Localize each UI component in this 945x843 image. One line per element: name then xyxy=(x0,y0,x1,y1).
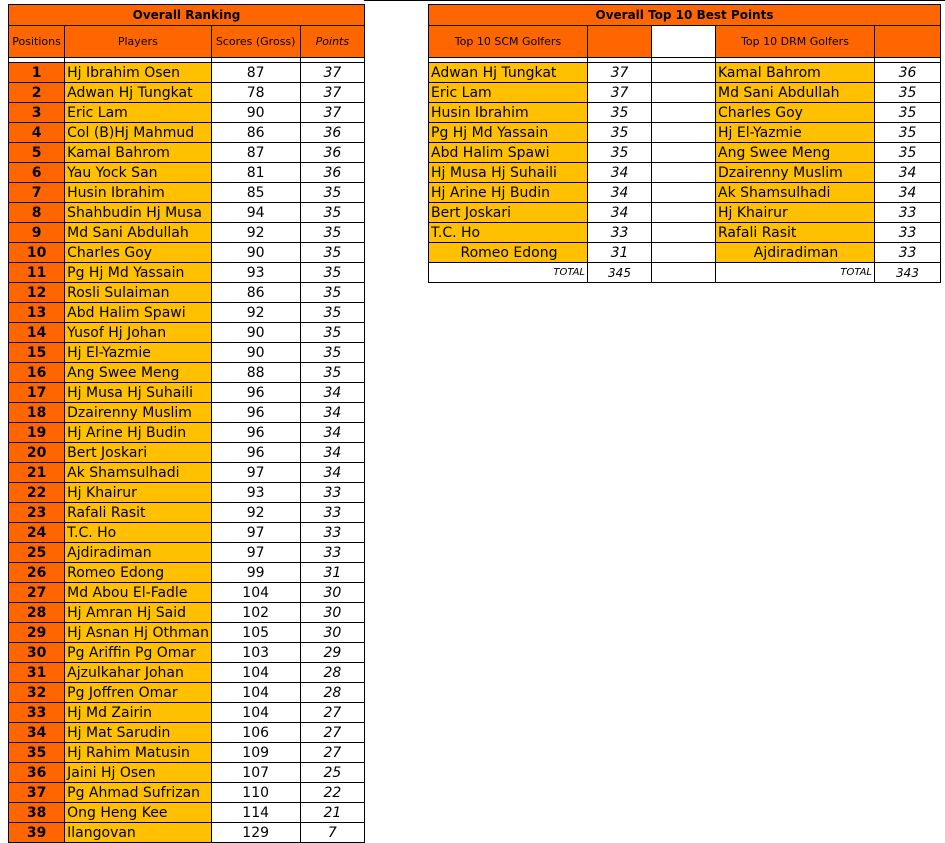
player-name-cell: Hj Asnan Hj Othman xyxy=(65,623,211,643)
score-cell: 94 xyxy=(211,203,300,223)
drm-golfer-name-cell: Ajdiradiman xyxy=(716,243,875,263)
position-cell: 12 xyxy=(9,283,65,303)
score-cell: 86 xyxy=(211,123,300,143)
table-row xyxy=(429,163,941,183)
drm-points-cell: 33 xyxy=(875,203,941,223)
scm-golfer-name-cell: Husin Ibrahim xyxy=(429,103,588,123)
player-name-cell: Pg Hj Md Yassain xyxy=(65,263,211,283)
table-row xyxy=(9,323,365,343)
player-name-cell: Yusof Hj Johan xyxy=(65,323,211,343)
drm-golfer-name-cell: Rafali Rasit xyxy=(716,223,875,243)
drm-points-cell: 34 xyxy=(875,183,941,203)
points-cell: 33 xyxy=(300,483,364,503)
points-cell: 37 xyxy=(300,83,364,103)
player-name-cell: Kamal Bahrom xyxy=(65,143,211,163)
score-cell: 87 xyxy=(211,143,300,163)
table-row xyxy=(9,543,365,563)
points-cell: 34 xyxy=(300,403,364,423)
points-cell: 35 xyxy=(300,283,364,303)
table-row xyxy=(9,383,365,403)
position-cell: 9 xyxy=(9,223,65,243)
drm-golfer-name-cell: Ak Shamsulhadi xyxy=(716,183,875,203)
drm-points-cell: 34 xyxy=(875,163,941,183)
ranking-title: Overall Ranking xyxy=(9,5,365,26)
points-cell: 33 xyxy=(300,543,364,563)
scm-golfer-name-cell: Adwan Hj Tungkat xyxy=(429,63,588,83)
scm-points-cell: 35 xyxy=(588,123,652,143)
top-border-line xyxy=(364,0,945,1)
points-cell: 35 xyxy=(300,363,364,383)
table-row xyxy=(9,263,365,283)
position-cell: 33 xyxy=(9,703,65,723)
points-cell: 25 xyxy=(300,763,364,783)
position-cell: 29 xyxy=(9,623,65,643)
table-row xyxy=(429,83,941,103)
position-cell: 20 xyxy=(9,443,65,463)
table-row xyxy=(9,723,365,743)
player-name-cell: Ajdiradiman xyxy=(65,543,211,563)
table-row xyxy=(9,483,365,503)
player-name-cell: Adwan Hj Tungkat xyxy=(65,83,211,103)
drm-points-cell: 35 xyxy=(875,123,941,143)
score-cell: 87 xyxy=(211,63,300,83)
scm-golfer-name-cell: Hj Musa Hj Suhaili xyxy=(429,163,588,183)
position-cell: 36 xyxy=(9,763,65,783)
table-row xyxy=(9,703,365,723)
gap-header-cell xyxy=(652,26,716,58)
points-cell: 34 xyxy=(300,463,364,483)
table-row xyxy=(9,423,365,443)
table-row xyxy=(429,203,941,223)
position-cell: 1 xyxy=(9,63,65,83)
table-row xyxy=(429,223,941,243)
drm-golfer-name-cell: Hj Khairur xyxy=(716,203,875,223)
scm-total-value: 345 xyxy=(588,263,652,283)
points-cell: 34 xyxy=(300,423,364,443)
table-row xyxy=(9,623,365,643)
points-cell: 27 xyxy=(300,703,364,723)
position-cell: 35 xyxy=(9,743,65,763)
points-header: Points xyxy=(300,26,364,58)
player-name-cell: Hj Arine Hj Budin xyxy=(65,423,211,443)
table-row xyxy=(9,763,365,783)
scm-golfer-name-cell: Bert Joskari xyxy=(429,203,588,223)
position-cell: 16 xyxy=(9,363,65,383)
table-row xyxy=(9,203,365,223)
position-cell: 34 xyxy=(9,723,65,743)
scm-golfer-name-cell: T.C. Ho xyxy=(429,223,588,243)
table-row xyxy=(9,823,365,843)
drm-golfer-name-cell: Dzairenny Muslim xyxy=(716,163,875,183)
score-cell: 102 xyxy=(211,603,300,623)
player-name-cell: Col (B)Hj Mahmud xyxy=(65,123,211,143)
top10-title: Overall Top 10 Best Points xyxy=(429,5,941,26)
score-cell: 93 xyxy=(211,483,300,503)
position-cell: 37 xyxy=(9,783,65,803)
player-name-cell: T.C. Ho xyxy=(65,523,211,543)
score-cell: 85 xyxy=(211,183,300,203)
table-row xyxy=(9,63,365,83)
score-cell: 92 xyxy=(211,223,300,243)
table-row xyxy=(9,303,365,323)
overall-ranking-table xyxy=(8,4,365,843)
score-cell: 81 xyxy=(211,163,300,183)
table-row xyxy=(9,243,365,263)
player-name-cell: Bert Joskari xyxy=(65,443,211,463)
score-cell: 114 xyxy=(211,803,300,823)
gap-cell xyxy=(652,243,716,263)
player-name-cell: Yau Yock San xyxy=(65,163,211,183)
points-cell: 36 xyxy=(300,163,364,183)
player-name-cell: Hj Rahim Matusin xyxy=(65,743,211,763)
position-cell: 25 xyxy=(9,543,65,563)
player-name-cell: Jaini Hj Osen xyxy=(65,763,211,783)
points-cell: 36 xyxy=(300,143,364,163)
score-cell: 90 xyxy=(211,103,300,123)
table-row xyxy=(9,443,365,463)
position-cell: 24 xyxy=(9,523,65,543)
position-cell: 3 xyxy=(9,103,65,123)
points-cell: 35 xyxy=(300,203,364,223)
drm-golfer-name-cell: Hj El-Yazmie xyxy=(716,123,875,143)
score-cell: 86 xyxy=(211,283,300,303)
score-cell: 90 xyxy=(211,343,300,363)
drm-golfer-name-cell: Ang Swee Meng xyxy=(716,143,875,163)
score-cell: 103 xyxy=(211,643,300,663)
gap-cell xyxy=(652,143,716,163)
gap-cell xyxy=(652,103,716,123)
gap-cell xyxy=(652,163,716,183)
scm-points-cell: 35 xyxy=(588,143,652,163)
scm-golfer-name-cell: Romeo Edong xyxy=(429,243,588,263)
player-name-cell: Md Sani Abdullah xyxy=(65,223,211,243)
position-cell: 18 xyxy=(9,403,65,423)
player-name-cell: Ak Shamsulhadi xyxy=(65,463,211,483)
player-name-cell: Hj Ibrahim Osen xyxy=(65,63,211,83)
player-name-cell: Ajzulkahar Johan xyxy=(65,663,211,683)
scm-points-header xyxy=(588,26,652,58)
points-cell: 27 xyxy=(300,723,364,743)
player-name-cell: Md Abou El-Fadle xyxy=(65,583,211,603)
gap-cell xyxy=(652,183,716,203)
gap-cell xyxy=(652,83,716,103)
score-cell: 104 xyxy=(211,663,300,683)
points-cell: 30 xyxy=(300,603,364,623)
gap-cell xyxy=(652,123,716,143)
player-name-cell: Hj Amran Hj Said xyxy=(65,603,211,623)
score-cell: 109 xyxy=(211,743,300,763)
player-name-cell: Dzairenny Muslim xyxy=(65,403,211,423)
position-cell: 2 xyxy=(9,83,65,103)
position-cell: 15 xyxy=(9,343,65,363)
table-row xyxy=(9,463,365,483)
player-name-cell: Pg Joffren Omar xyxy=(65,683,211,703)
drm-golfer-name-cell: Charles Goy xyxy=(716,103,875,123)
table-row xyxy=(9,343,365,363)
points-cell: 7 xyxy=(300,823,364,843)
points-cell: 35 xyxy=(300,183,364,203)
player-name-cell: Ong Heng Kee xyxy=(65,803,211,823)
player-name-cell: Rosli Sulaiman xyxy=(65,283,211,303)
position-cell: 39 xyxy=(9,823,65,843)
points-cell: 35 xyxy=(300,263,364,283)
points-cell: 29 xyxy=(300,643,364,663)
score-cell: 106 xyxy=(211,723,300,743)
position-cell: 14 xyxy=(9,323,65,343)
player-name-cell: Charles Goy xyxy=(65,243,211,263)
table-row xyxy=(9,663,365,683)
table-row xyxy=(9,103,365,123)
scm-golfers-header: Top 10 SCM Golfers xyxy=(429,26,588,58)
score-cell: 104 xyxy=(211,703,300,723)
player-name-cell: Pg Ahmad Sufrizan xyxy=(65,783,211,803)
table-row xyxy=(9,683,365,703)
score-cell: 78 xyxy=(211,83,300,103)
position-cell: 27 xyxy=(9,583,65,603)
scm-points-cell: 35 xyxy=(588,103,652,123)
table-row xyxy=(429,63,941,83)
table-row xyxy=(9,603,365,623)
position-cell: 32 xyxy=(9,683,65,703)
scm-points-cell: 34 xyxy=(588,203,652,223)
scm-total-label: TOTAL xyxy=(429,263,588,283)
table-row xyxy=(9,223,365,243)
drm-points-cell: 33 xyxy=(875,243,941,263)
drm-golfers-header: Top 10 DRM Golfers xyxy=(716,26,875,58)
table-row xyxy=(9,803,365,823)
table-row xyxy=(9,563,365,583)
points-cell: 21 xyxy=(300,803,364,823)
position-cell: 11 xyxy=(9,263,65,283)
score-cell: 97 xyxy=(211,523,300,543)
table-row xyxy=(9,143,365,163)
table-row xyxy=(9,83,365,103)
position-cell: 13 xyxy=(9,303,65,323)
table-row xyxy=(9,643,365,663)
points-cell: 37 xyxy=(300,63,364,83)
points-cell: 35 xyxy=(300,223,364,243)
points-cell: 22 xyxy=(300,783,364,803)
player-name-cell: Abd Halim Spawi xyxy=(65,303,211,323)
position-cell: 8 xyxy=(9,203,65,223)
player-name-cell: Husin Ibrahim xyxy=(65,183,211,203)
table-row xyxy=(9,783,365,803)
drm-points-cell: 35 xyxy=(875,83,941,103)
points-cell: 34 xyxy=(300,383,364,403)
position-cell: 23 xyxy=(9,503,65,523)
position-cell: 38 xyxy=(9,803,65,823)
score-cell: 90 xyxy=(211,323,300,343)
table-row xyxy=(9,283,365,303)
score-cell: 104 xyxy=(211,583,300,603)
position-cell: 26 xyxy=(9,563,65,583)
score-cell: 104 xyxy=(211,683,300,703)
position-cell: 17 xyxy=(9,383,65,403)
player-name-cell: Romeo Edong xyxy=(65,563,211,583)
score-cell: 107 xyxy=(211,763,300,783)
gap-cell xyxy=(652,223,716,243)
player-name-cell: Shahbudin Hj Musa xyxy=(65,203,211,223)
score-cell: 96 xyxy=(211,383,300,403)
score-cell: 110 xyxy=(211,783,300,803)
player-name-cell: Eric Lam xyxy=(65,103,211,123)
drm-points-cell: 35 xyxy=(875,143,941,163)
table-row xyxy=(9,363,365,383)
drm-points-header xyxy=(875,26,941,58)
top10-best-points-table xyxy=(428,4,941,283)
scm-golfer-name-cell: Pg Hj Md Yassain xyxy=(429,123,588,143)
position-cell: 21 xyxy=(9,463,65,483)
position-cell: 5 xyxy=(9,143,65,163)
drm-total-label: TOTAL xyxy=(716,263,875,283)
player-name-cell: Rafali Rasit xyxy=(65,503,211,523)
scm-golfer-name-cell: Eric Lam xyxy=(429,83,588,103)
score-cell: 96 xyxy=(211,423,300,443)
position-cell: 28 xyxy=(9,603,65,623)
gap-cell xyxy=(652,203,716,223)
score-cell: 92 xyxy=(211,303,300,323)
score-cell: 96 xyxy=(211,443,300,463)
position-cell: 4 xyxy=(9,123,65,143)
table-row xyxy=(9,403,365,423)
points-cell: 30 xyxy=(300,583,364,603)
table-row xyxy=(429,243,941,263)
points-cell: 28 xyxy=(300,663,364,683)
scm-points-cell: 37 xyxy=(588,83,652,103)
points-cell: 36 xyxy=(300,123,364,143)
points-cell: 33 xyxy=(300,523,364,543)
player-name-cell: Hj Musa Hj Suhaili xyxy=(65,383,211,403)
position-cell: 7 xyxy=(9,183,65,203)
position-cell: 31 xyxy=(9,663,65,683)
points-cell: 35 xyxy=(300,343,364,363)
table-row xyxy=(9,743,365,763)
position-cell: 10 xyxy=(9,243,65,263)
gap-cell xyxy=(652,63,716,83)
scm-points-cell: 33 xyxy=(588,223,652,243)
drm-points-cell: 33 xyxy=(875,223,941,243)
player-name-cell: Hj Md Zairin xyxy=(65,703,211,723)
drm-points-cell: 35 xyxy=(875,103,941,123)
table-row xyxy=(429,143,941,163)
scm-golfer-name-cell: Abd Halim Spawi xyxy=(429,143,588,163)
position-cell: 19 xyxy=(9,423,65,443)
table-row xyxy=(429,103,941,123)
score-cell: 96 xyxy=(211,403,300,423)
player-name-cell: Hj Mat Sarudin xyxy=(65,723,211,743)
score-cell: 93 xyxy=(211,263,300,283)
total-row xyxy=(429,263,941,283)
drm-total-value: 343 xyxy=(875,263,941,283)
points-cell: 37 xyxy=(300,103,364,123)
position-cell: 6 xyxy=(9,163,65,183)
score-cell: 105 xyxy=(211,623,300,643)
points-cell: 30 xyxy=(300,623,364,643)
score-cell: 88 xyxy=(211,363,300,383)
positions-header: Positions xyxy=(9,26,65,58)
score-cell: 97 xyxy=(211,463,300,483)
player-name-cell: Pg Ariffin Pg Omar xyxy=(65,643,211,663)
player-name-cell: Hj El-Yazmie xyxy=(65,343,211,363)
scm-points-cell: 37 xyxy=(588,63,652,83)
table-row xyxy=(9,523,365,543)
points-cell: 33 xyxy=(300,503,364,523)
table-row xyxy=(429,123,941,143)
table-row xyxy=(429,183,941,203)
drm-golfer-name-cell: Md Sani Abdullah xyxy=(716,83,875,103)
player-name-cell: Hj Khairur xyxy=(65,483,211,503)
scm-points-cell: 31 xyxy=(588,243,652,263)
drm-points-cell: 36 xyxy=(875,63,941,83)
score-cell: 90 xyxy=(211,243,300,263)
score-cell: 99 xyxy=(211,563,300,583)
scm-points-cell: 34 xyxy=(588,183,652,203)
points-cell: 31 xyxy=(300,563,364,583)
points-cell: 28 xyxy=(300,683,364,703)
points-cell: 35 xyxy=(300,243,364,263)
points-cell: 27 xyxy=(300,743,364,763)
drm-golfer-name-cell: Kamal Bahrom xyxy=(716,63,875,83)
scores-header: Scores (Gross) xyxy=(211,26,300,58)
scm-golfer-name-cell: Hj Arine Hj Budin xyxy=(429,183,588,203)
score-cell: 97 xyxy=(211,543,300,563)
scm-points-cell: 34 xyxy=(588,163,652,183)
table-row xyxy=(9,123,365,143)
table-row xyxy=(9,583,365,603)
players-header: Players xyxy=(65,26,211,58)
position-cell: 22 xyxy=(9,483,65,503)
table-row xyxy=(9,183,365,203)
points-cell: 35 xyxy=(300,323,364,343)
player-name-cell: Ilangovan xyxy=(65,823,211,843)
score-cell: 92 xyxy=(211,503,300,523)
score-cell: 129 xyxy=(211,823,300,843)
gap-cell xyxy=(652,263,716,283)
position-cell: 30 xyxy=(9,643,65,663)
points-cell: 34 xyxy=(300,443,364,463)
points-cell: 35 xyxy=(300,303,364,323)
table-row xyxy=(9,163,365,183)
player-name-cell: Ang Swee Meng xyxy=(65,363,211,383)
table-row xyxy=(9,503,365,523)
